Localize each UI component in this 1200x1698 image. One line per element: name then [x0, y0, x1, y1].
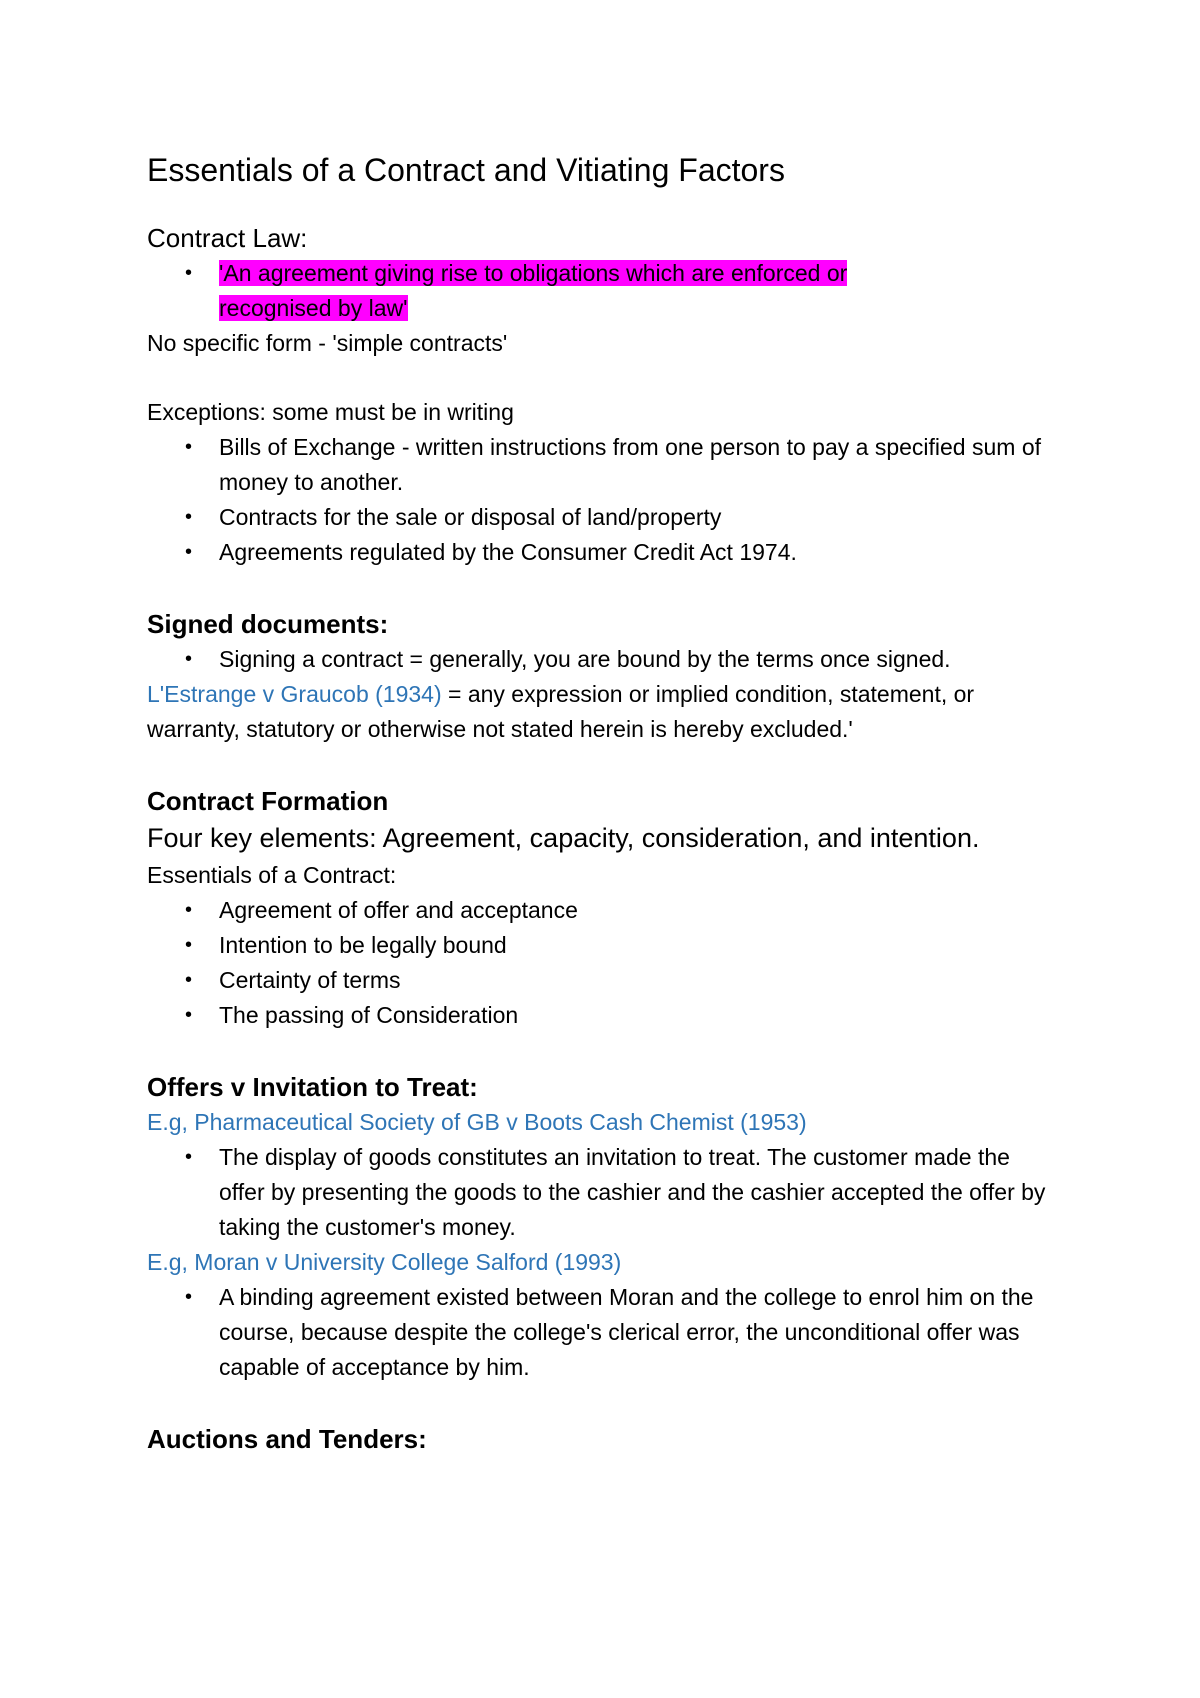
essentials-label: Essentials of a Contract: — [147, 862, 397, 888]
list-item — [147, 430, 1047, 500]
bullet-icon: • — [185, 648, 193, 670]
bullet-icon: • — [185, 1286, 193, 1308]
list-item — [147, 500, 1047, 535]
list-item-text: The passing of Consideration — [219, 1002, 519, 1028]
no-specific-form-text: No specific form - 'simple contracts' — [147, 330, 508, 356]
signed-documents-heading: Signed documents: — [147, 609, 389, 639]
bullet-icon: • — [185, 1146, 193, 1168]
case-reference: E.g, Pharmaceutical Society of GB v Boots Cash Chemist (1953) — [147, 1109, 807, 1135]
bullet-icon: • — [185, 899, 193, 921]
list-item — [147, 928, 1047, 963]
contract-formation-heading: Contract Formation — [147, 786, 389, 816]
list-item — [147, 1140, 1047, 1245]
list-item — [147, 642, 1047, 677]
case-reference: E.g, Moran v University College Salford (1993) — [147, 1249, 622, 1275]
bullet-icon: • — [185, 1004, 193, 1026]
document-content — [147, 148, 1047, 1457]
bullet-icon: • — [185, 969, 193, 991]
list-item — [147, 256, 1047, 326]
bullet-icon: • — [185, 506, 193, 528]
list-item — [147, 535, 1047, 570]
bullet-icon: • — [185, 262, 193, 284]
list-item-text: Bills of Exchange - written instructions from one person to pay a specified sum of money to another. — [219, 434, 1042, 495]
essentials-list — [147, 893, 1047, 1033]
bullet-icon: • — [185, 934, 193, 956]
contract-law-list — [147, 256, 1047, 326]
list-item — [147, 1280, 1047, 1385]
signed-documents-list — [147, 642, 1047, 677]
auctions-heading: Auctions and Tenders: — [147, 1424, 427, 1454]
case-reference: L'Estrange v Graucob (1934) — [147, 681, 442, 707]
list-item-text: A binding agreement existed between Moran and the college to enrol him on the course, because despite the college's clerical error, the unconditional offer was capable of acceptance by him. — [219, 1284, 1034, 1380]
list-item-text: Signing a contract = generally, you are bound by the terms once signed. — [219, 646, 951, 672]
list-item-text: Contracts for the sale or disposal of land/property — [219, 504, 722, 530]
list-item-text: Agreements regulated by the Consumer Credit Act 1974. — [219, 539, 797, 565]
case1-list — [147, 1140, 1047, 1245]
list-item — [147, 893, 1047, 928]
list-item-text: Intention to be legally bound — [219, 932, 507, 958]
document-title: Essentials of a Contract and Vitiating Factors — [147, 152, 785, 188]
list-item-text: Certainty of terms — [219, 967, 401, 993]
contract-law-label: Contract Law: — [147, 223, 308, 253]
case2-list — [147, 1280, 1047, 1385]
bullet-icon: • — [185, 436, 193, 458]
list-item-text: Agreement of offer and acceptance — [219, 897, 578, 923]
four-key-elements-text: Four key elements: Agreement, capacity, consideration, and intention. — [147, 823, 980, 853]
list-item — [147, 963, 1047, 998]
exceptions-intro: Exceptions: some must be in writing — [147, 399, 514, 425]
bullet-icon: • — [185, 541, 193, 563]
highlighted-definition: 'An agreement giving rise to obligations which are enforced or recognised by law' — [219, 260, 848, 321]
case-description: = any expression or implied condition, statement, or warranty, statutory or otherwise not stated herein is hereby excluded.' — [147, 681, 975, 742]
case-paragraph — [147, 677, 1047, 747]
list-item — [147, 998, 1047, 1033]
offers-heading: Offers v Invitation to Treat: — [147, 1072, 478, 1102]
exceptions-list — [147, 430, 1047, 570]
list-item-text: The display of goods constitutes an invitation to treat. The customer made the offer by presenting the goods to the cashier and the cashier accepted the offer by taking the customer's money. — [219, 1144, 1046, 1240]
